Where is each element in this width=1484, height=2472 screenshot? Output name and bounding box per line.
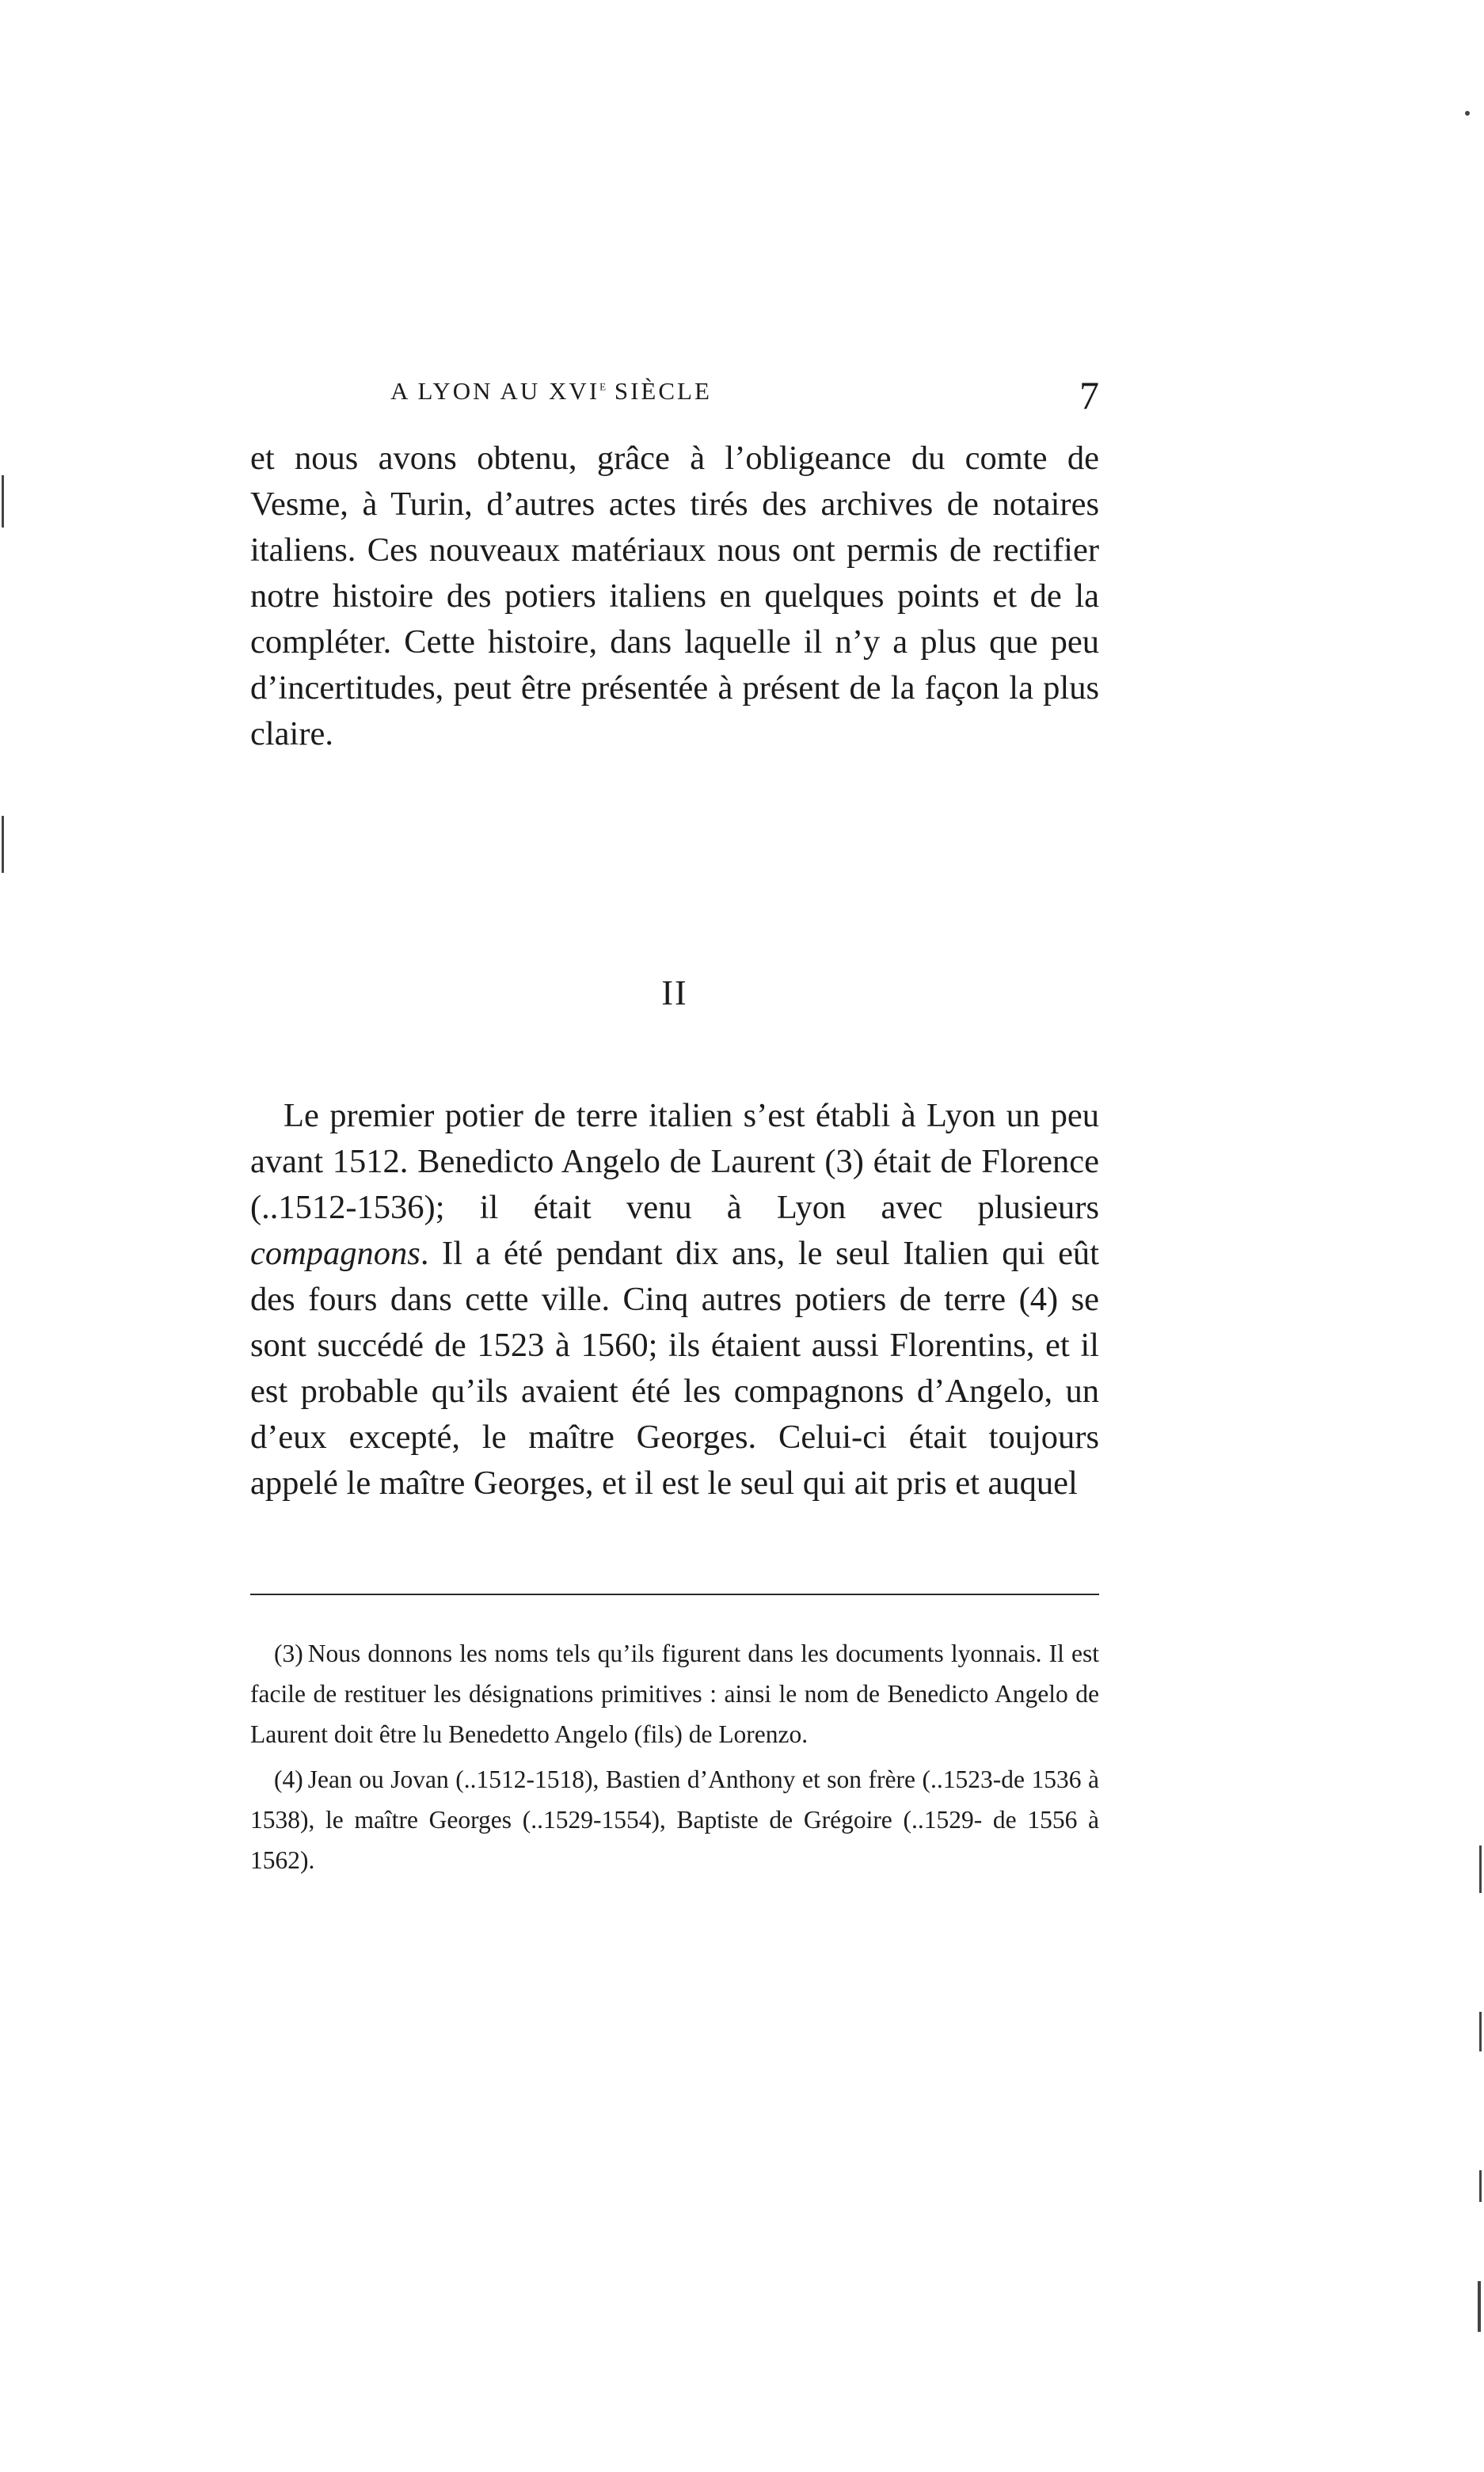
page-number: 7 [1079, 373, 1099, 417]
scan-mark-right-3 [1479, 2170, 1482, 2202]
section-numeral: II [661, 973, 688, 1012]
footnote-4 [250, 1759, 1099, 1880]
paragraph-2 [250, 1093, 1099, 1506]
footnote-text: Jean ou Jovan (..1512-1518), Bastien d’Anthony et son frère (..1523-de 1536 à 1538), le maître Georges (..1529-1554), Baptiste de Grégoire (..1529- de 1556 à 1562). [250, 1765, 1099, 1874]
footnote-text: Nous donnons les noms tels qu’ils figurent dans les documents lyonnais. Il est facile de restituer les désignations primitives : ainsi le nom de Benedicto Angelo de Laurent doit être lu Benedetto Angelo (fils) de Lorenzo. [250, 1640, 1099, 1748]
footnotes [250, 1633, 1099, 1885]
paragraph-2-text-a: Le premier potier de terre italien s’est établi à Lyon un peu avant 1512. Benedicto Angelo de Laurent (3) était de Florence (..1512-1536); il était venu à Lyon avec plusieurs [250, 1097, 1099, 1226]
scan-mark-right-1 [1479, 1845, 1482, 1893]
scan-mark-right-2 [1479, 2012, 1482, 2051]
scan-mark-right-4 [1478, 2281, 1481, 2332]
running-title-main: A LYON AU XVI [390, 377, 600, 405]
footnote-3 [250, 1633, 1099, 1754]
running-title [250, 377, 852, 406]
paragraph-2-italic: compagnons [250, 1235, 420, 1272]
scan-mark-left-2 [2, 816, 4, 873]
scan-mark-left-1 [2, 475, 4, 528]
running-title-end: SIÈCLE [606, 377, 712, 405]
scan-dot [1465, 111, 1470, 116]
footnote-rule [250, 1594, 1099, 1595]
paragraph-1: et nous avons obtenu, grâce à l’obligeance du comte de Vesme, à Turin, d’autres actes tirés des archives de notaires italiens. Ces nouveaux matériaux nous ont permis de rectifier notre histoire des potiers italiens en quelques points et de la compléter. Cette histoire, dans laquelle il n’y a plus que peu d’incertitudes, peut être présentée à présent de la façon la plus claire. [250, 440, 1099, 752]
footnote-number: (4) [274, 1765, 303, 1793]
running-title-superscript: e [599, 377, 607, 394]
paragraph-2-text-b: . Il a été pendant dix ans, le seul Italien qui eût des fours dans cette ville. Cinq autres potiers de terre (4) se sont succédé de 1523 à 1560; ils étaient aussi Florentins, et il est probable qu’ils avaient été les compagnons d’Angelo, un d’eux excepté, le maître Georges. Celui-ci était toujours appelé le maître Georges, et il est le seul qui ait pris et auquel [250, 1235, 1099, 1502]
footnote-number: (3) [274, 1640, 303, 1667]
